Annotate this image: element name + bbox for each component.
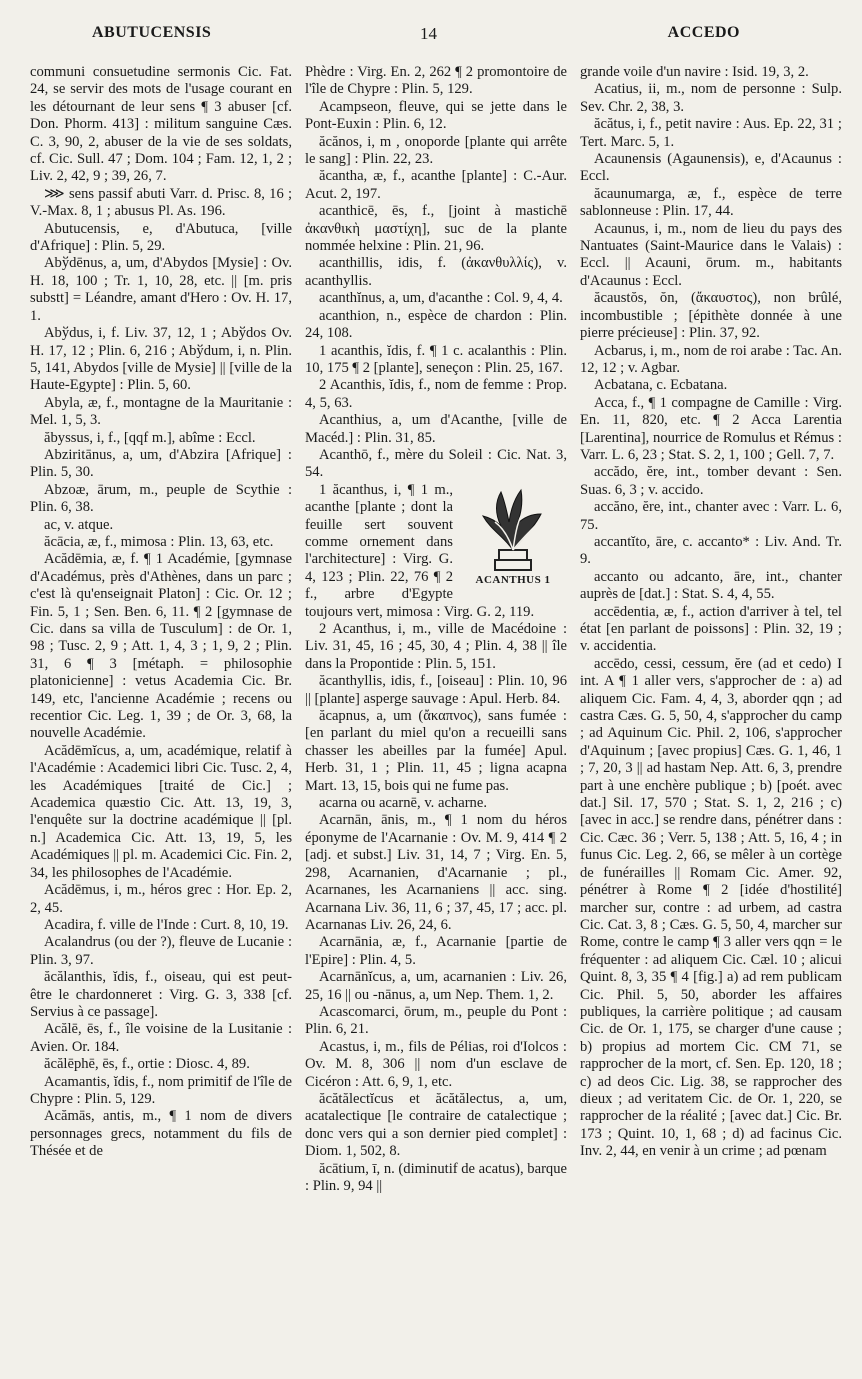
dictionary-entry: ăcălanthis, ĭdis, f., oiseau, qui est peut-être le chardonneret : Virg. G. 3, 338 [cf. Servius à ce passage]. [30, 969, 292, 1020]
dictionary-entry: accanto ou adcanto, āre, int., chanter auprès de [dat.] : Stat. S. 4, 4, 55. [580, 568, 842, 603]
dictionary-entry: Acbatana, c. Ecbatana. [594, 377, 728, 394]
dictionary-entry: Abyla, æ, f., montagne de la Mauritanie : Mel. 1, 5, 3. [30, 394, 292, 429]
dictionary-entry: Abўdēnus, a, um, d'Abydos [Mysie] : Ov. H. 18, 100 ; Tr. 1, 10, 28, etc. || [m. pris substt] = Léandre, amant d'Hero : Ov. H. 17, 1. [30, 255, 292, 324]
dictionary-entry: ăcaunumarga, æ, f., espèce de terre sablonneuse : Plin. 17, 44. [580, 185, 842, 220]
dictionary-entry: ăcătălectĭcus et ăcătălectus, a, um, acatalectique [le contraire de catalectique ; donc vers qui a son dernier pied complet] : Diom. 1, 502, 8. [305, 1090, 567, 1160]
dictionary-entry: Acanthō, f., mère du Soleil : Cic. Nat. 3, 54. [305, 446, 567, 481]
dictionary-entry: 2 Acanthis, ĭdis, f., nom de femme : Prop. 4, 5, 63. [305, 377, 567, 411]
dictionary-entry: Acălē, ēs, f., île voisine de la Lusitanie : Avien. Or. 184. [30, 1021, 292, 1055]
dictionary-entry: ăcănos, i, m , onoporde [plante qui arrête le sang] : Plin. 22, 23. [305, 133, 567, 168]
column-2 [305, 64, 567, 1374]
dictionary-entry: acanthion, n., espèce de chardon : Plin. 24, 108. [305, 307, 567, 342]
dictionary-entry: Acădēmia, æ, f. ¶ 1 Académie, [gymnase d'Académus, près d'Athènes, dans un parc ; c'est là qu'enseignait Platon] : Cic. Or. 12 ; Fin. 5, 1 ; Sen. Ben. 6, 11. ¶ 2 [gymnase de Cic. dans sa villa de Tusculum] : de Or. 1, 98 ; Tusc. 2, 9 ; Att. 1, 4, 3 ; 1, 9, 2 ; Plin. 31, 6 ¶ 3 [métaph. = philosophie platonicienne] : vetus Academia Cic. Br. 149, etc, l'ancienne Académie ; recens ou recentior Cic. Leg. 1, 39 ; de Or. 3, 68, la nouvelle Académie. [30, 551, 292, 742]
dictionary-entry: ăcātium, ī, n. (diminutif de acatus), barque : Plin. 9, 94 || [305, 1160, 567, 1194]
dictionary-entry: ăcanthyllis, idis, f., [oiseau] : Plin. 10, 96 || [plante] asperge sauvage : Apul. Herb. 84. [305, 673, 567, 707]
dictionary-entry: accēdo, cessi, cessum, ĕre (ad et cedo) I int. A ¶ 1 aller vers, s'approcher de : a) ad aliquem Cic. Fam. 4, 4, 3, aborder qqn ; ad castra Cæs. G. 5, 50, 4, s'approcher du camp ; ad Aquinum Cic. Phil. 2, 106, s'approcher d'Aquinum ; [avec propius] Cæs. G. 1, 46, 1 ; 7, 20, 3 || ad hastam Nep. Att. 6, 3, prendre part à une enchère publique ; b) [poét. avec dat.] Sil. 17, 570 ; Stat. S. 1, 2, 216 ; c) [avec in acc.] se rendre dans, pénétrer dans : Cic. Cæc. 36 ; Verr. 5, 138 ; Att. 5, 16, 4 ; in funus Cic. Leg. 2, 66, se mêler à un cortège de funérailles || Romam Cic. Amer. 92, pénétrer à Rome ¶ 2 [idée d'hostilité] marcher sur, contre : ad urbem, ad castra Cic. Cat. 3, 8 ; Cæs. G. 5, 50, 4, marcher sur Rome, contre le camp ¶ 3 aller vers qqn = le fréquenter : ad aliquem Cic. Cæl. 10 ; alicui Quint. 8, 3, 35 ¶ 4 [fig.] a) ad rem publicam Cic. Phil. 5, 50, aborder les affaires publiques, la carrière politique ; ad causam Cic. de Or. 1, 175, se charger d'une cause ; b) propius ad mortem Cic. CM 71, se rapprocher de la mort, cf. Sen. Ep. 120, 18 ; c) ad deos Cic. Lig. 38, se rapprocher des dieux ; ad veritatem Cic. de Or. 1, 220, se rapprocher de la réalité ; [avec dat.] Cic. Br. 173 ; Quint. 10, 1, 68 ; d) ad facinus Cic. Inv. 2, 44, en venir à un crime ; ad pœnam [580, 655, 842, 1160]
dictionary-entry: accăno, ĕre, int., chanter avec : Varr. L. 6, 75. [580, 499, 842, 533]
acanthus-leaf-icon [473, 486, 553, 574]
dictionary-entry: 1 ăcanthus, i, ¶ 1 m., acanthe [plante ; dont la feuille sert souvent comme ornement dans l'architecture] : Virg. G. 4, 123 ; Plin. 22, 76 ¶ 2 f., arbre d'Egypte toujours vert, mimosa : Virg. G. 2, 119. [305, 481, 535, 620]
dictionary-entry: ăcapnus, a, um (ἄκαπνος), sans fumée : [en parlant du miel qu'on a recueilli sans chasser les abeilles par la fumée] Apul. Herb. 31, 1 ; Plin. 11, 45 ; ligna acapna Mart. 13, 15, bois qui ne fume pas. [305, 708, 567, 794]
dictionary-entry: Acastus, i, m., fils de Pélias, roi d'Iolcos : Ov. M. 8, 306 || nom d'un esclave de Cicéron : Att. 6, 9, 1, etc. [305, 1038, 567, 1090]
dictionary-entry: Abziritānus, a, um, d'Abzira [Afrique] : Plin. 5, 30. [30, 446, 292, 481]
dictionary-entry: Acca, f., ¶ 1 compagne de Camille : Virg. En. 11, 820, etc. ¶ 2 Acca Larentia [Larentina], nourrice de Romulus et Rémus : Varr. L. 6, 23 ; Stat. S. 2, 1, 100 ; Gell. 7, 7. [580, 394, 842, 463]
left-running-head: ABUTUCENSIS [92, 24, 212, 41]
dictionary-entry: Acarnānia, æ, f., Acarnanie [partie de l'Epire] : Plin. 4, 5. [305, 934, 567, 968]
dictionary-entry: ăcătus, i, f., petit navire : Aus. Ep. 22, 31 ; Tert. Marc. 5, 1. [580, 116, 842, 150]
dictionary-entry: Acanthius, a, um d'Acanthe, [ville de Macéd.] : Plin. 31, 85. [305, 412, 567, 446]
dictionary-entry: ac, v. atque. [44, 516, 114, 533]
dictionary-entry: acanthĭnus, a, um, d'acanthe : Col. 9, 4, 4. [319, 290, 563, 307]
dictionary-entry: communi consuetudine sermonis Cic. Fat. 24, se servir des mots de l'usage courant en les détournant de leur sens ¶ 3 abuser [cf. Don. Phorm. 413] : militum sanguine Cæs. C. 3, 90, 2, abuser de la vie de ses soldats, cf. Cic. Sull. 47 ; Dom. 104 ; Fam. 12, 1, 2 ; Liv. 2, 42, 9 ; 39, 26, 7. [30, 64, 292, 185]
dictionary-entry: Acatius, ii, m., nom de personne : Sulp. Sev. Chr. 2, 38, 3. [580, 81, 842, 115]
dictionary-entry: accēdentia, æ, f., action d'arriver à tel, tel état [en parlant de poissons] : Plin. 32, 19 ; v. accidentia. [580, 603, 842, 655]
dictionary-entry: Acampseon, fleuve, qui se jette dans le Pont-Euxin : Plin. 6, 12. [305, 98, 567, 133]
dictionary-entry: Acadira, f. ville de l'Inde : Curt. 8, 10, 19. [44, 916, 289, 933]
dictionary-entry: Abzoæ, ārum, m., peuple de Scythie : Plin. 6, 38. [30, 481, 292, 516]
dictionary-entry: Acalandrus (ou der ?), fleuve de Lucanie : Plin. 3, 97. [30, 934, 292, 968]
dictionary-entry: Phèdre : Virg. En. 2, 262 ¶ 2 promontoire de l'île de Chypre : Plin. 5, 129. [305, 64, 567, 98]
dictionary-entry: accădo, ĕre, int., tomber devant : Sen. Suas. 6, 3 ; v. accido. [580, 464, 842, 498]
page-number: 14 [420, 24, 437, 43]
dictionary-entry: Acaunus, i, m., nom de lieu du pays des Nantuates (Saint-Maurice dans le Valais) : Eccl. || Acauni, ōrum. m., habitants d'Acaunus : Eccl. [580, 220, 842, 289]
dictionary-entry: acanthicē, ēs, f., [joint à mastichē ἀκανθικὴ μαστίχη], suc de la plante nommée helxine : Plin. 21, 96. [305, 203, 567, 255]
dictionary-entry: ăbyssus, i, f., [qqf m.], abîme : Eccl. [44, 429, 256, 446]
dictionary-entry: Abўdus, i, f. Liv. 37, 12, 1 ; Abўdos Ov. H. 17, 12 ; Plin. 6, 216 ; Abўdum, i, n. Plin. 5, 141, Abydos [ville de Mysie] || [ville de la Haute-Egypte] : Plin. 5, 60. [30, 325, 292, 394]
acanthus-illustration [459, 486, 567, 590]
dictionary-entry: grande voile d'un navire : Isid. 19, 3, 2. [580, 64, 809, 80]
dictionary-entry: ăcantha, æ, f., acanthe [plante] : C.-Aur. Acut. 2, 197. [305, 168, 567, 202]
dictionary-entry: ăcācia, æ, f., mimosa : Plin. 13, 63, etc. [44, 533, 274, 550]
dictionary-entry: accantĭto, āre, c. accanto* : Liv. And. Tr. 9. [580, 533, 842, 568]
dictionary-entry: Acădēmus, i, m., héros grec : Hor. Ep. 2, 2, 45. [30, 882, 292, 916]
right-running-head: ACCEDO [667, 24, 740, 41]
dictionary-entry: Acămās, antis, m., ¶ 1 nom de divers personnages grecs, notamment du fils de Thésée et de [30, 1108, 292, 1160]
page-header [0, 18, 862, 54]
dictionary-entry: Acădēmĭcus, a, um, académique, relatif à l'Académie : Academici libri Cic. Tusc. 2, 4, les Académiques [traité de Cic.] ; Academica quæstio Cic. Att. 13, 19, 3, l'enquête sur la doctrine académique || [pl. n.] Academica Cic. Att. 13, 19, 5, les Académiques || pl. m. Academici Cic. Fin. 2, 34, les philosophes de l'Académie. [30, 742, 292, 881]
dictionary-entry: Acarnān, ānis, m., ¶ 1 nom du héros éponyme de l'Acarnanie : Ov. M. 9, 414 ¶ 2 [adj. et subst.] Liv. 31, 14, 7 ; Virg. En. 5, 298, Acarnanien, d'Acarnanie ; pl., Acarnanes, les Acarnaniens || acc. sing. Acarnana Liv. 36, 11, 6 ; 37, 45, 17 ; acc. pl. Acarnanas Liv. 26, 24, 6. [305, 812, 567, 933]
illustration-caption: ACANTHUS 1 [475, 573, 551, 586]
dictionary-entry: acarna ou acarnē, v. acharne. [319, 795, 487, 812]
dictionary-entry: Acaunensis (Agaunensis), e, d'Acaunus : Eccl. [580, 151, 842, 185]
dictionary-entry: Abutucensis, e, d'Abutuca, [ville d'Afrique] : Plin. 5, 29. [30, 220, 292, 255]
dictionary-entry: ăcaustŏs, ŏn, (ἄκαυστος), non brûlé, incombustible ; [épithète donnée à une pierre précieuse] : Plin. 37, 92. [580, 290, 842, 342]
dictionary-entry: ⋙ sens passif abuti Varr. d. Prisc. 8, 16 ; V.-Max. 8, 1 ; abusus Pl. As. 196. [30, 185, 292, 220]
dictionary-entry: Acascomarci, ōrum, m., peuple du Pont : Plin. 6, 21. [305, 1003, 567, 1038]
dictionary-entry: Acamantis, ĭdis, f., nom primitif de l'île de Chypre : Plin. 5, 129. [30, 1073, 292, 1107]
dictionary-entry: 2 Acanthus, i, m., ville de Macédoine : Liv. 31, 45, 16 ; 45, 30, 4 ; Plin. 4, 38 || île dans la Propontide : Plin. 5, 151. [305, 621, 567, 672]
dictionary-entry: Acarnānĭcus, a, um, acarnanien : Liv. 26, 25, 16 || ou -nānus, a, um Nep. Them. 1, 2. [305, 969, 567, 1003]
dictionary-entry: 1 acanthis, ĭdis, f. ¶ 1 c. acalanthis : Plin. 10, 175 ¶ 2 [plante], seneçon : Plin. 25, 167. [305, 342, 567, 376]
dictionary-entry: Acbarus, i, m., nom de roi arabe : Tac. An. 12, 12 ; v. Agbar. [580, 342, 842, 376]
column-3 [580, 64, 842, 1374]
dictionary-entry: ăcălēphē, ēs, f., ortie : Diosc. 4, 89. [44, 1056, 250, 1073]
dictionary-entry: acanthillis, idis, f. (ἀκανθυλλίς), v. acanthyllis. [305, 255, 567, 289]
column-1 [30, 64, 292, 1374]
